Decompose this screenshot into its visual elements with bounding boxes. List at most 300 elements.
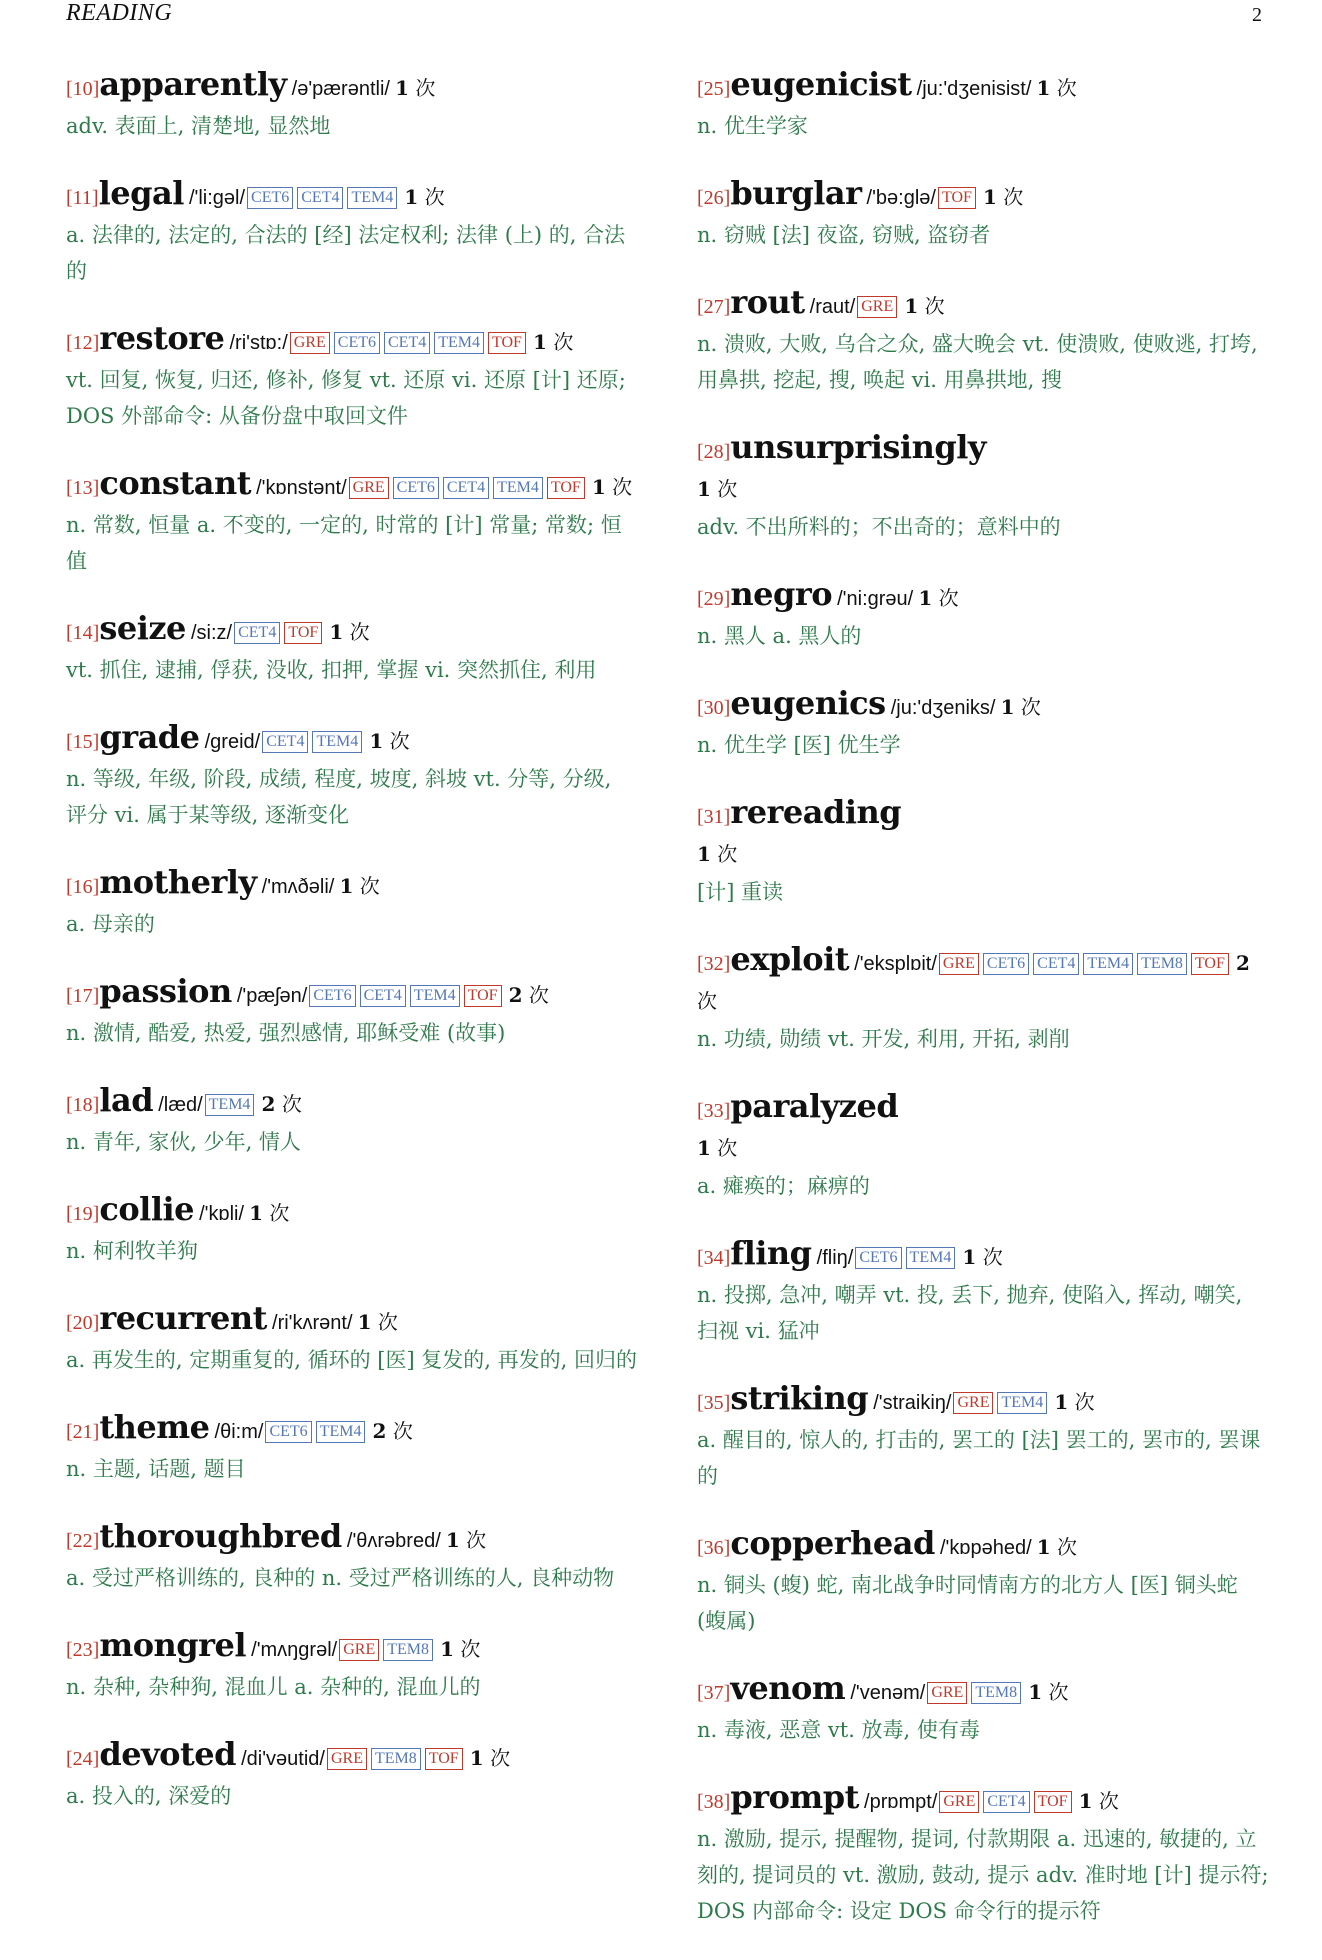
count-unit: 次 [717, 842, 738, 866]
count-value: 1 [697, 477, 711, 501]
entry-headline [66, 1082, 638, 1124]
exam-tag-cet4: CET4 [384, 332, 430, 354]
occurrence-count [962, 1245, 1002, 1269]
pronunciation: /ri'kʌrənt/ [272, 1312, 353, 1334]
headword: negro [730, 575, 833, 613]
headword: apparently [99, 65, 287, 103]
entry-number: [11] [66, 187, 99, 209]
headword: striking [730, 1379, 869, 1417]
count-unit: 次 [1057, 1535, 1077, 1559]
headword: theme [99, 1408, 210, 1446]
entry-headline [697, 576, 1269, 618]
exam-tag-tof: TOF [547, 477, 585, 499]
count-value: 1 [918, 586, 933, 610]
headword: unsurprisingly [730, 428, 986, 466]
occurrence-count [918, 586, 958, 610]
vocab-entry [66, 719, 638, 833]
exam-tag-tem4: TEM4 [493, 477, 543, 499]
exam-tag-cet6: CET6 [265, 1421, 311, 1443]
headword: collie [99, 1190, 194, 1228]
headword: recurrent [99, 1299, 267, 1337]
entry-headline [697, 1235, 1269, 1277]
entry-headline [697, 1088, 1269, 1130]
count-value: 1 [533, 330, 547, 354]
exam-tag-cet6: CET6 [309, 985, 355, 1007]
vocab-entry [66, 973, 638, 1051]
entry-number: [25] [697, 78, 731, 100]
entry-number: [22] [66, 1530, 100, 1552]
exam-tag-cet4: CET4 [360, 985, 406, 1007]
headword: grade [99, 718, 200, 756]
exam-tag-cet4: CET4 [1033, 953, 1079, 975]
exam-tag-gre: GRE [927, 1682, 967, 1704]
headword: constant [99, 464, 251, 502]
count-value: 1 [469, 1746, 484, 1770]
vocab-entry [697, 941, 1269, 1057]
definition: n. 优生学 [医] 优生学 [697, 733, 901, 757]
entry-headline [66, 1518, 638, 1560]
exam-tag-tof: TOF [1034, 1791, 1072, 1813]
vocab-entry [66, 864, 638, 942]
exam-tag-cet6: CET6 [855, 1247, 901, 1269]
vocab-entry [66, 465, 638, 579]
entry-number: [38] [697, 1791, 731, 1813]
entry-headline [697, 685, 1269, 727]
occurrence-count [369, 729, 409, 753]
entry-number: [16] [66, 876, 100, 898]
occurrence-count [358, 1310, 398, 1334]
pronunciation: /'mʌŋgrəl/ [251, 1639, 338, 1661]
count-unit: 次 [1003, 185, 1024, 209]
definition: [计] 重读 [697, 880, 784, 904]
headword: rereading [730, 793, 902, 831]
vocab-entry [697, 576, 1269, 654]
entry-headline [66, 610, 638, 652]
occurrence-count [697, 1136, 737, 1160]
count-unit: 次 [717, 1136, 738, 1160]
headword: passion [99, 972, 232, 1010]
pronunciation: /'venəm/ [850, 1682, 926, 1704]
entry-number: [28] [697, 441, 731, 463]
vocab-entry [66, 1627, 638, 1705]
entry-number: [35] [697, 1392, 731, 1414]
entry-headline [66, 1736, 638, 1778]
definition: n. 铜头 (蝮) 蛇, 南北战争时同情南方的北方人 [医] 铜头蛇 (蝮属) [697, 1573, 1238, 1633]
pronunciation: /si:z/ [190, 622, 233, 644]
definition: n. 窃贼 [法] 夜盗, 窃贼, 盗窃者 [697, 223, 991, 247]
exam-tag-tem8: TEM8 [383, 1639, 433, 1661]
entry-headline [66, 1191, 638, 1233]
vocab-entry [697, 1088, 1269, 1204]
entry-number: [14] [66, 622, 100, 644]
occurrence-count [1001, 695, 1041, 719]
entry-number: [12] [66, 332, 100, 354]
headword: motherly [99, 863, 257, 901]
definition: n. 杂种, 杂种狗, 混血儿 a. 杂种的, 混血儿的 [66, 1675, 481, 1699]
headword: copperhead [730, 1524, 935, 1562]
vocab-entry [66, 1409, 638, 1487]
entry-number: [33] [697, 1100, 731, 1122]
count-value: 1 [697, 1136, 711, 1160]
exam-tag-cet4: CET4 [262, 731, 308, 753]
entry-headline [697, 429, 1269, 471]
count-unit: 次 [424, 185, 445, 209]
entry-headline [66, 320, 638, 362]
count-unit: 次 [392, 1419, 413, 1443]
pronunciation: /'kɒnstənt/ [256, 477, 347, 499]
pronunciation: /ri'stɒ:/ [229, 332, 288, 354]
count-unit: 次 [1056, 76, 1077, 100]
exam-tag-gre: GRE [327, 1748, 367, 1770]
page-number: 2 [1252, 4, 1262, 26]
exam-tag-tem4: TEM4 [997, 1392, 1047, 1414]
occurrence-count [983, 185, 1023, 209]
vocab-entry [66, 320, 638, 434]
count-value: 2 [261, 1092, 276, 1116]
count-value: 1 [440, 1637, 455, 1661]
definition: a. 投入的, 深爱的 [66, 1784, 232, 1808]
exam-tag-tem4: TEM4 [906, 1247, 956, 1269]
occurrence-count [339, 874, 379, 898]
vocab-entry [66, 610, 638, 688]
count-unit: 次 [415, 76, 436, 100]
count-unit: 次 [717, 477, 738, 501]
pronunciation: /'li:gəl/ [188, 187, 246, 209]
occurrence-count [533, 330, 573, 354]
vocab-entry [66, 1518, 638, 1596]
count-value: 1 [1028, 1680, 1043, 1704]
vocab-entry [66, 66, 638, 144]
occurrence-count [592, 475, 632, 499]
entry-number: [29] [697, 588, 731, 610]
vocab-entry [697, 175, 1269, 253]
pronunciation: /ju:'dʒeniks/ [890, 697, 996, 719]
occurrence-count [1037, 1535, 1077, 1559]
exam-tag-gre: GRE [953, 1392, 993, 1414]
definition: n. 柯利牧羊狗 [66, 1239, 198, 1263]
pronunciation: /'mʌðəli/ [261, 876, 335, 898]
entry-headline [697, 284, 1269, 326]
pronunciation: /θi:m/ [214, 1421, 264, 1443]
occurrence-count [1037, 76, 1077, 100]
vocab-entry [697, 284, 1269, 398]
entry-number: [31] [697, 806, 731, 828]
vocab-entry [66, 1736, 638, 1814]
pronunciation: /'kɒpəhed/ [939, 1537, 1032, 1559]
entry-headline [66, 719, 638, 761]
count-unit: 次 [528, 983, 549, 1007]
exam-tag-tem8: TEM8 [971, 1682, 1021, 1704]
exam-tag-cet6: CET6 [393, 477, 439, 499]
exam-tag-cet4: CET4 [983, 1791, 1029, 1813]
occurrence-count [373, 1419, 413, 1443]
pronunciation: /prɒmpt/ [864, 1791, 938, 1813]
definition: a. 瘫痪的；麻痹的 [697, 1174, 870, 1198]
exam-tag-gre: GRE [349, 477, 389, 499]
entry-number: [26] [697, 187, 731, 209]
entry-headline [697, 1670, 1269, 1712]
count-value: 1 [369, 729, 384, 753]
count-value: 2 [372, 1419, 387, 1443]
headword: legal [98, 174, 184, 212]
count-value: 1 [983, 185, 997, 209]
occurrence-count [470, 1746, 510, 1770]
pronunciation: /greid/ [204, 731, 261, 753]
count-unit: 次 [389, 729, 410, 753]
vocab-entry [697, 685, 1269, 763]
occurrence-count [262, 1092, 302, 1116]
count-unit: 次 [982, 1245, 1003, 1269]
occurrence-count [509, 983, 549, 1007]
count-value: 1 [1036, 1535, 1051, 1559]
count-unit: 次 [924, 294, 945, 318]
definition: n. 功绩, 勋绩 vt. 开发, 利用, 开拓, 剥削 [697, 1027, 1070, 1051]
count-value: 1 [404, 185, 419, 209]
count-value: 1 [1054, 1390, 1069, 1414]
count-unit: 次 [1048, 1680, 1069, 1704]
pronunciation: /'straikiŋ/ [873, 1392, 952, 1414]
entry-number: [23] [66, 1639, 100, 1661]
definition: n. 激情, 酷爱, 热爱, 强烈感情, 耶稣受难 (故事) [66, 1021, 506, 1045]
definition: n. 激励, 提示, 提醒物, 提词, 付款期限 a. 迅速的, 敏捷的, 立刻的, 提词员的 vt. 激励, 鼓动, 提示 adv. 准时地 [计] 提示符; DOS 内部命令: 设定 DOS 命令行的提示符 [697, 1827, 1269, 1923]
exam-tag-tem4: TEM4 [434, 332, 484, 354]
exam-tag-tem4: TEM4 [1083, 953, 1133, 975]
entry-headline [66, 864, 638, 906]
count-unit: 次 [269, 1201, 290, 1225]
headword: exploit [730, 940, 850, 978]
vocab-entry [697, 66, 1269, 144]
entry-headline [697, 794, 1269, 836]
count-unit: 次 [1074, 1390, 1095, 1414]
occurrence-count [1028, 1680, 1068, 1704]
left-column [66, 66, 638, 1845]
pronunciation: /læd/ [158, 1094, 203, 1116]
exam-tag-tof: TOF [1191, 953, 1229, 975]
count-line [697, 471, 1269, 509]
entry-number: [15] [66, 731, 100, 753]
entry-headline [697, 1525, 1269, 1567]
headword: venom [730, 1669, 846, 1707]
count-value: 1 [357, 1310, 372, 1334]
entry-headline [697, 66, 1269, 108]
entry-headline [66, 465, 638, 507]
headword: prompt [730, 1778, 859, 1816]
pronunciation: /di'vəutid/ [241, 1748, 325, 1770]
exam-tag-tof: TOF [938, 187, 976, 209]
headword: restore [99, 319, 225, 357]
headword: mongrel [99, 1626, 247, 1664]
headword: devoted [99, 1735, 237, 1773]
occurrence-count [329, 620, 369, 644]
definition: n. 优生学家 [697, 114, 808, 138]
exam-tag-gre: GRE [939, 953, 979, 975]
entry-number: [27] [697, 296, 731, 318]
entry-number: [30] [697, 697, 731, 719]
count-line [697, 836, 1269, 874]
entry-number: [24] [66, 1748, 100, 1770]
entry-headline [66, 1627, 638, 1669]
exam-tag-cet4: CET4 [443, 477, 489, 499]
exam-tag-gre: GRE [939, 1791, 979, 1813]
definition: a. 法律的, 法定的, 合法的 [经] 法定权利; 法律 (上) 的, 合法的 [66, 223, 626, 283]
count-unit: 次 [1020, 695, 1041, 719]
count-unit: 次 [466, 1528, 487, 1552]
pronunciation: /'bə:glə/ [866, 187, 936, 209]
entry-number: [21] [66, 1421, 100, 1443]
count-value: 1 [591, 475, 606, 499]
definition: n. 常数, 恒量 a. 不变的, 一定的, 时常的 [计] 常量; 常数; 恒值 [66, 513, 622, 573]
exam-tag-cet6: CET6 [334, 332, 380, 354]
count-unit: 次 [359, 874, 380, 898]
entry-headline [66, 1300, 638, 1342]
pronunciation: /'eksplɒit/ [854, 953, 937, 975]
vocab-entry [697, 1670, 1269, 1748]
vocab-entry [697, 1380, 1269, 1494]
entry-headline [697, 175, 1269, 217]
entry-headline [66, 973, 638, 1015]
occurrence-count [1079, 1789, 1119, 1813]
entry-headline [697, 1779, 1269, 1821]
definition: a. 再发生的, 定期重复的, 循环的 [医] 复发的, 再发的, 回归的 [66, 1348, 638, 1372]
occurrence-count [697, 842, 737, 866]
definition: n. 等级, 年级, 阶段, 成绩, 程度, 坡度, 斜坡 vt. 分等, 分级, 评分 vi. 属于某等级, 逐渐变化 [66, 767, 612, 827]
vocab-entry [697, 1235, 1269, 1349]
pronunciation: /'ni:grəu/ [837, 588, 914, 610]
vocab-entry [66, 1082, 638, 1160]
occurrence-count [446, 1528, 486, 1552]
definition: n. 投掷, 急冲, 嘲弄 vt. 投, 丢下, 抛弃, 使陷入, 挥动, 嘲笑, 扫视 vi. 猛冲 [697, 1283, 1243, 1343]
count-value: 1 [339, 874, 354, 898]
definition: a. 受过严格训练的, 良种的 n. 受过严格训练的人, 良种动物 [66, 1566, 615, 1590]
headword: seize [99, 609, 186, 647]
entry-number: [37] [697, 1682, 731, 1704]
occurrence-count [395, 76, 435, 100]
exam-tag-gre: GRE [339, 1639, 379, 1661]
definition: a. 醒目的, 惊人的, 打击的, 罢工的 [法] 罢工的, 罢市的, 罢课的 [697, 1428, 1261, 1488]
entry-number: [19] [66, 1203, 100, 1225]
pronunciation: /ə'pærəntli/ [291, 78, 390, 100]
right-column [697, 66, 1269, 1960]
entry-number: [20] [66, 1312, 100, 1334]
count-unit: 次 [490, 1746, 511, 1770]
exam-tag-cet4: CET4 [234, 622, 280, 644]
entry-headline [66, 66, 638, 108]
count-value: 2 [508, 983, 523, 1007]
pronunciation: /'pæʃən/ [236, 985, 308, 1007]
count-value: 1 [249, 1201, 264, 1225]
running-header-title: READING [66, 0, 173, 26]
exam-tag-gre: GRE [290, 332, 330, 354]
count-unit: 次 [281, 1092, 302, 1116]
pronunciation: /ju:'dʒenisist/ [916, 78, 1032, 100]
headword: paralyzed [730, 1087, 899, 1125]
vocab-entry [697, 794, 1269, 910]
definition: adv. 不出所料的；不出奇的；意料中的 [697, 515, 1061, 539]
occurrence-count [1054, 1390, 1094, 1414]
definition: vt. 抓住, 逮捕, 俘获, 没收, 扣押, 掌握 vi. 突然抓住, 利用 [66, 658, 597, 682]
count-value: 1 [904, 294, 919, 318]
headword: burglar [730, 174, 862, 212]
exam-tag-tof: TOF [464, 985, 502, 1007]
count-value: 1 [445, 1528, 460, 1552]
entry-headline [66, 175, 638, 217]
entry-headline [697, 1380, 1269, 1422]
count-unit: 次 [460, 1637, 481, 1661]
exam-tag-tof: TOF [284, 622, 322, 644]
entry-headline [66, 1409, 638, 1451]
headword: eugenics [730, 684, 886, 722]
vocab-entry [66, 175, 638, 289]
headword: rout [730, 283, 805, 321]
definition: adv. 表面上, 清楚地, 显然地 [66, 114, 331, 138]
exam-tag-tem8: TEM8 [371, 1748, 421, 1770]
exam-tag-tem4: TEM4 [205, 1094, 255, 1116]
occurrence-count [697, 477, 737, 501]
count-value: 1 [697, 842, 711, 866]
headword: lad [99, 1081, 154, 1119]
vocab-entry [697, 1525, 1269, 1639]
entry-number: [10] [66, 78, 100, 100]
headword: eugenicist [730, 65, 912, 103]
entry-number: [32] [697, 953, 731, 975]
count-unit: 次 [553, 330, 574, 354]
exam-tag-tem8: TEM8 [1137, 953, 1187, 975]
exam-tag-cet6: CET6 [247, 187, 293, 209]
count-value: 1 [395, 76, 409, 100]
pronunciation: /'θʌrəbred/ [346, 1530, 441, 1552]
occurrence-count [904, 294, 944, 318]
count-value: 1 [1000, 695, 1015, 719]
count-unit: 次 [349, 620, 370, 644]
pronunciation: /fliŋ/ [816, 1247, 854, 1269]
definition: n. 毒液, 恶意 vt. 放毒, 使有毒 [697, 1718, 980, 1742]
count-line [697, 1130, 1269, 1168]
exam-tag-tem4: TEM4 [410, 985, 460, 1007]
occurrence-count [404, 185, 444, 209]
exam-tag-tem4: TEM4 [312, 731, 362, 753]
count-unit: 次 [1098, 1789, 1119, 1813]
count-value: 1 [1078, 1789, 1093, 1813]
headword: fling [730, 1234, 812, 1272]
definition: vt. 回复, 恢复, 归还, 修补, 修复 vt. 还原 vi. 还原 [计] 还原; DOS 外部命令: 从备份盘中取回文件 [66, 368, 626, 428]
exam-tag-tof: TOF [425, 1748, 463, 1770]
count-value: 2 [1235, 951, 1250, 975]
headword: thoroughbred [99, 1517, 342, 1555]
exam-tag-tem4: TEM4 [316, 1421, 366, 1443]
exam-tag-cet4: CET4 [297, 187, 343, 209]
exam-tag-tem4: TEM4 [347, 187, 397, 209]
definition: n. 青年, 家伙, 少年, 情人 [66, 1130, 301, 1154]
definition: a. 母亲的 [66, 912, 155, 936]
occurrence-count [249, 1201, 289, 1225]
pronunciation: /'kɒli/ [199, 1203, 245, 1225]
exam-tag-gre: GRE [857, 296, 897, 318]
count-unit: 次 [377, 1310, 398, 1334]
count-unit: 次 [938, 586, 959, 610]
pronunciation: /raut/ [809, 296, 856, 318]
definition: n. 黑人 a. 黑人的 [697, 624, 862, 648]
count-unit: 次 [612, 475, 633, 499]
definition: n. 主题, 话题, 题目 [66, 1457, 246, 1481]
exam-tag-tof: TOF [488, 332, 526, 354]
entry-number: [13] [66, 477, 100, 499]
entry-number: [18] [66, 1094, 100, 1116]
count-value: 1 [1036, 76, 1051, 100]
entry-number: [36] [697, 1537, 731, 1559]
count-value: 1 [329, 620, 344, 644]
vocab-entry [66, 1300, 638, 1378]
entry-number: [34] [697, 1247, 731, 1269]
